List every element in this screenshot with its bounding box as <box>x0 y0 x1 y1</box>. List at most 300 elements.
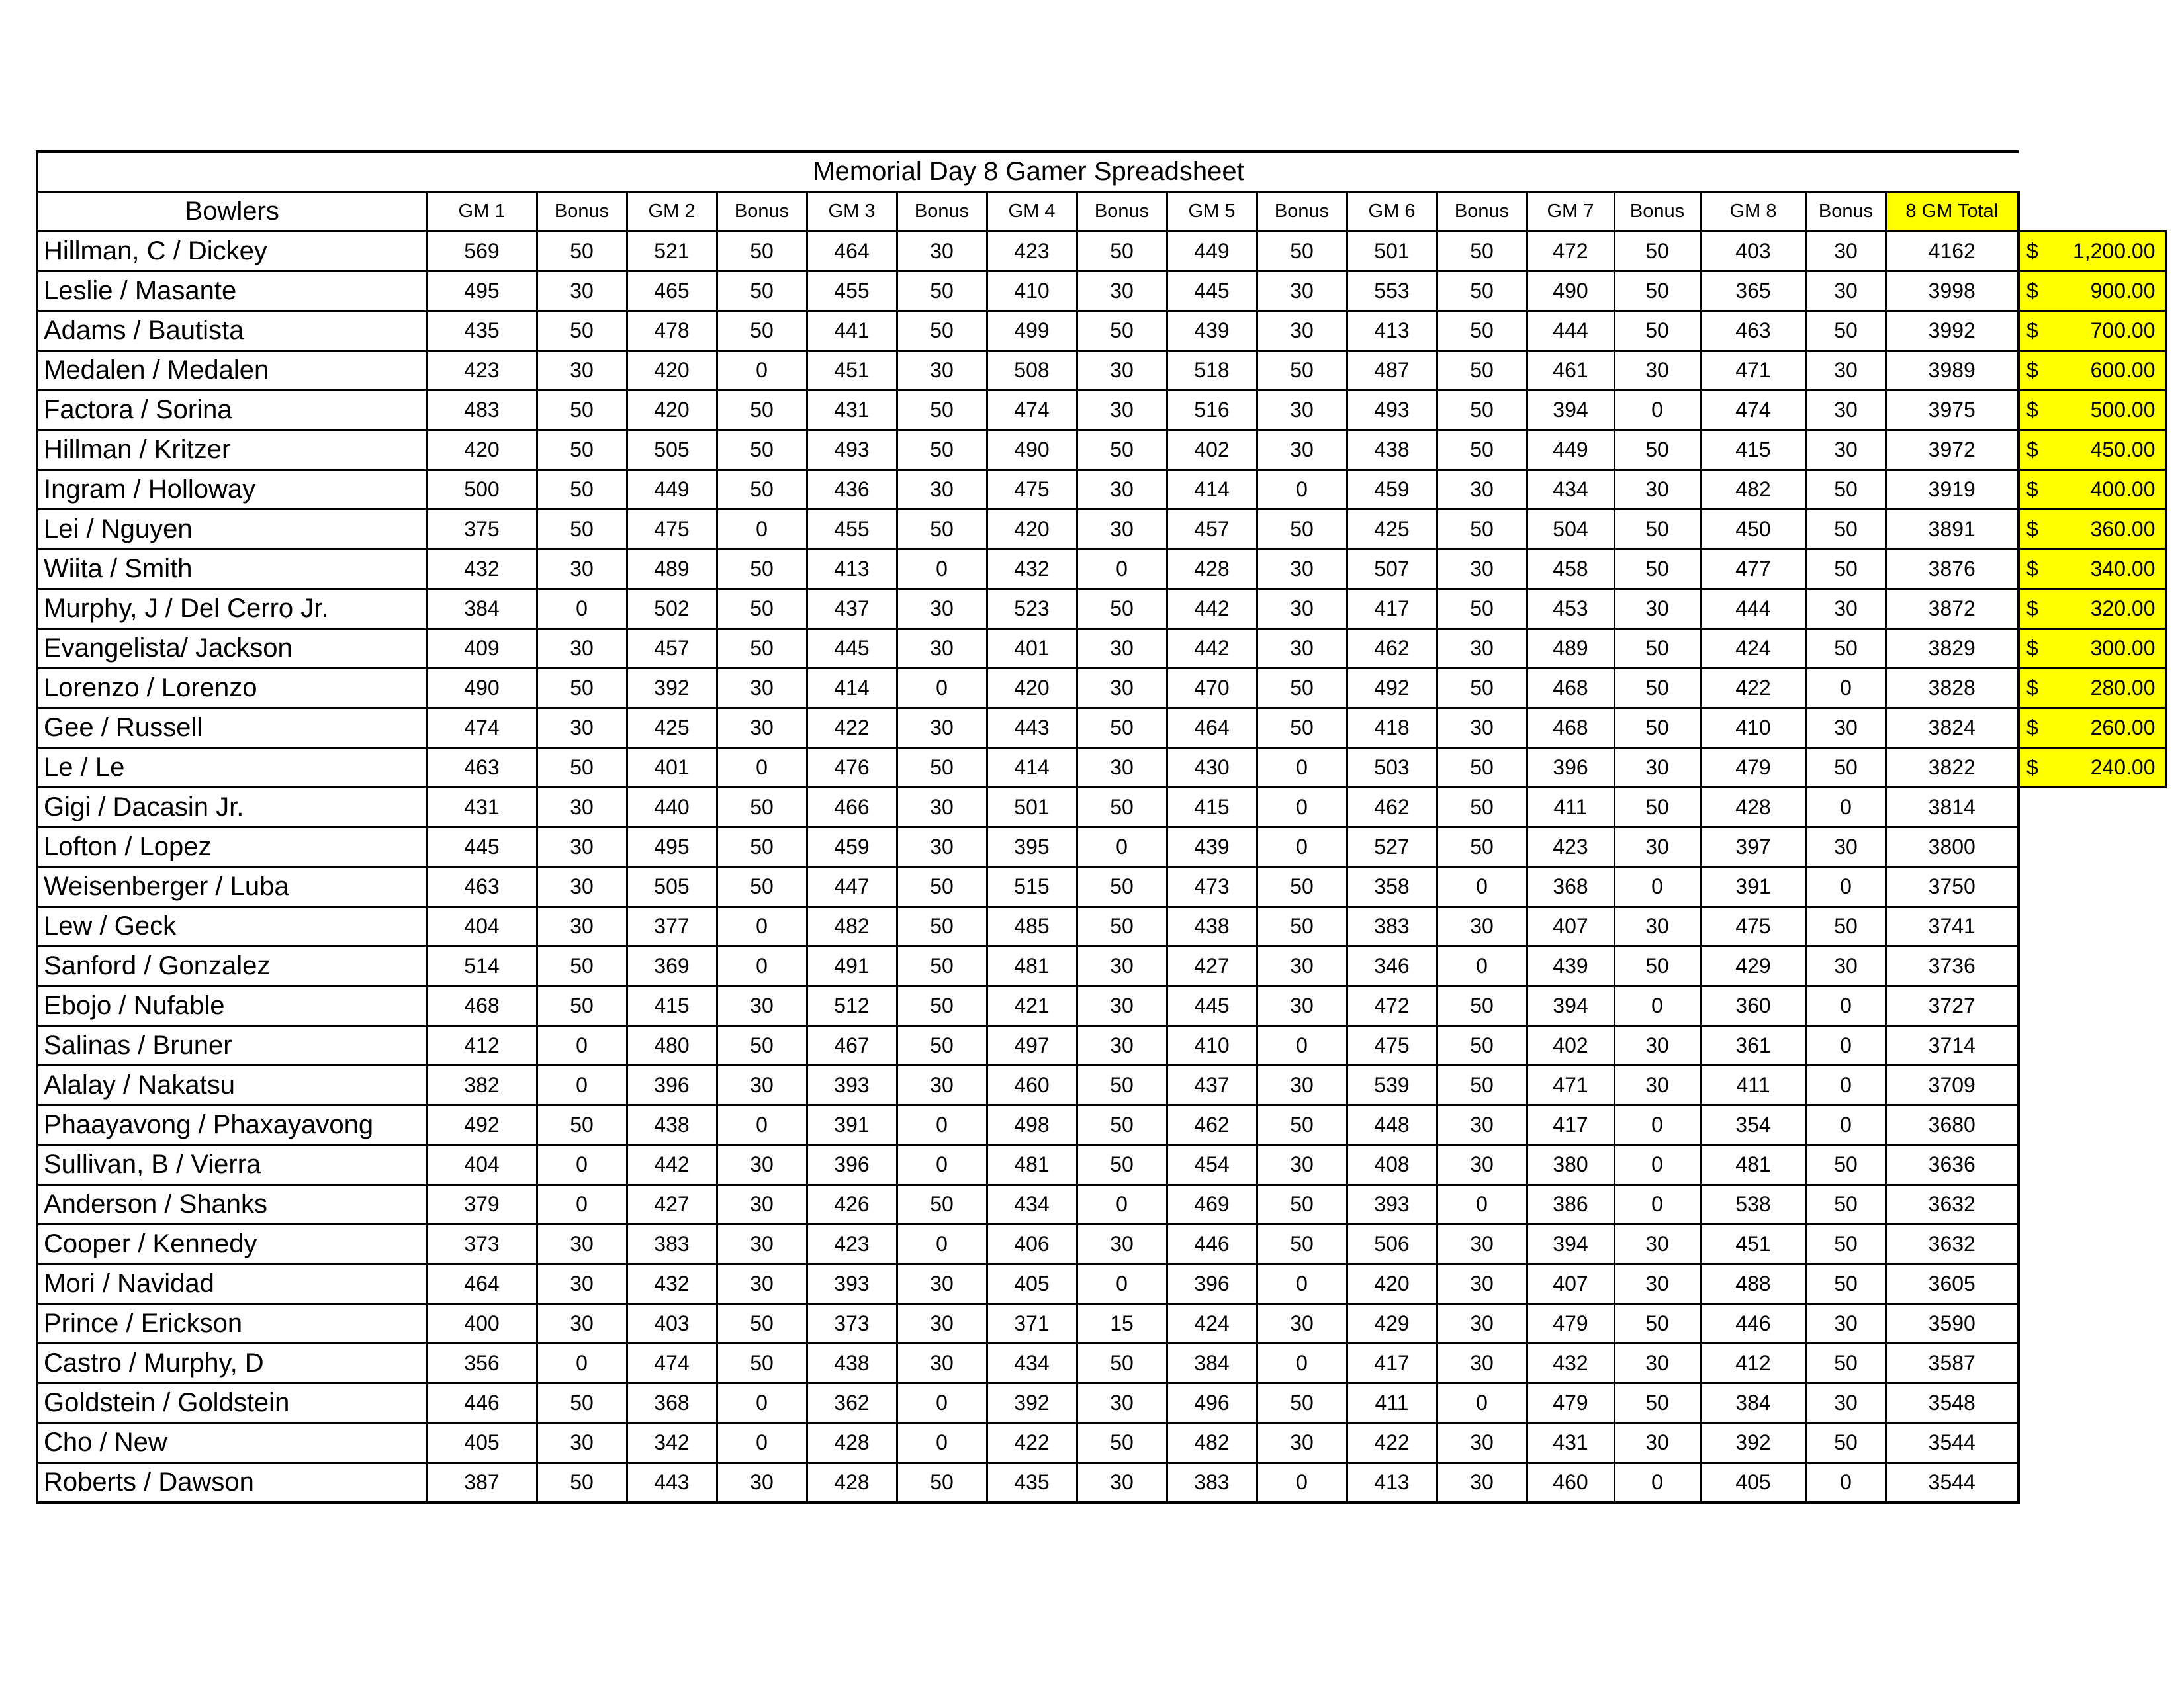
game-score-cell: 393 <box>807 1066 897 1105</box>
game-score-cell: 475 <box>627 510 717 549</box>
bonus-cell: 50 <box>897 311 987 351</box>
prize-cell <box>2019 430 2165 470</box>
bonus-cell: 30 <box>1437 549 1527 589</box>
bonus-cell: 50 <box>717 1344 807 1383</box>
game-score-cell: 426 <box>807 1185 897 1225</box>
bonus-header: Bonus <box>897 192 987 232</box>
game-score-cell: 473 <box>1167 867 1257 907</box>
bonus-cell: 30 <box>717 1066 807 1105</box>
bonus-cell: 50 <box>1806 907 1886 947</box>
bonus-cell: 0 <box>1257 1463 1347 1503</box>
game-score-cell: 482 <box>807 907 897 947</box>
game-score-cell: 480 <box>627 1026 717 1066</box>
bonus-cell: 30 <box>1614 1264 1700 1304</box>
bonus-cell: 30 <box>1077 1383 1167 1423</box>
game-score-cell: 365 <box>1700 271 1806 311</box>
bonus-cell: 50 <box>1614 708 1700 748</box>
bonus-cell: 0 <box>717 1383 807 1423</box>
bonus-cell: 30 <box>897 1066 987 1105</box>
total-cell: 3544 <box>1886 1463 2019 1503</box>
bonus-cell: 30 <box>1437 1463 1527 1503</box>
bonus-cell: 50 <box>1077 1145 1167 1185</box>
game-score-cell: 434 <box>987 1185 1077 1225</box>
table-row <box>37 1383 2165 1423</box>
game-score-cell: 501 <box>987 788 1077 827</box>
game-score-cell: 362 <box>807 1383 897 1423</box>
bonus-cell: 30 <box>1257 430 1347 470</box>
bonus-cell: 30 <box>1614 470 1700 510</box>
blank-cell <box>2019 1105 2165 1145</box>
game-score-cell: 395 <box>987 827 1077 867</box>
bonus-cell: 50 <box>1437 430 1527 470</box>
table-row <box>37 271 2165 311</box>
bonus-cell: 30 <box>717 1185 807 1225</box>
game-score-cell: 482 <box>1700 470 1806 510</box>
game-score-cell: 459 <box>1347 470 1437 510</box>
currency-symbol: $ <box>2026 755 2038 779</box>
bonus-cell: 0 <box>717 947 807 986</box>
prize-cell <box>2019 510 2165 549</box>
game-score-cell: 428 <box>1700 788 1806 827</box>
bonus-cell: 50 <box>717 867 807 907</box>
bonus-cell: 50 <box>1437 232 1527 271</box>
bonus-cell: 30 <box>1257 1145 1347 1185</box>
bonus-cell: 30 <box>1437 1225 1527 1264</box>
game-score-cell: 487 <box>1347 351 1437 391</box>
game-score-cell: 514 <box>427 947 537 986</box>
game-score-cell: 445 <box>807 629 897 669</box>
game-score-cell: 373 <box>807 1304 897 1344</box>
game-score-cell: 485 <box>987 907 1077 947</box>
bonus-cell: 50 <box>1077 708 1167 748</box>
game-score-cell: 393 <box>807 1264 897 1304</box>
bowler-name-cell: Factora / Sorina <box>37 391 427 430</box>
bonus-cell: 50 <box>897 1185 987 1225</box>
bonus-cell: 30 <box>1614 1344 1700 1383</box>
blank-cell <box>2019 1145 2165 1185</box>
prize-amount: 320.00 <box>2090 596 2156 620</box>
bonus-cell: 0 <box>897 1145 987 1185</box>
table-row <box>37 1344 2165 1383</box>
game-score-cell: 521 <box>627 232 717 271</box>
bonus-cell: 30 <box>1077 351 1167 391</box>
bonus-cell: 30 <box>1437 708 1527 748</box>
blank-cell <box>2019 1463 2165 1503</box>
bowler-name-cell: Weisenberger / Luba <box>37 867 427 907</box>
bonus-cell: 50 <box>1806 311 1886 351</box>
game-score-cell: 408 <box>1347 1145 1437 1185</box>
game-header: GM 5 <box>1167 192 1257 232</box>
bonus-cell: 30 <box>1806 271 1886 311</box>
bonus-cell: 0 <box>717 907 807 947</box>
bonus-cell: 30 <box>1806 827 1886 867</box>
game-score-cell: 402 <box>1167 430 1257 470</box>
total-cell: 3891 <box>1886 510 2019 549</box>
game-score-cell: 474 <box>427 708 537 748</box>
table-row <box>37 788 2165 827</box>
game-score-cell: 413 <box>1347 1463 1437 1503</box>
game-score-cell: 454 <box>1167 1145 1257 1185</box>
game-score-cell: 442 <box>1167 589 1257 629</box>
game-score-cell: 396 <box>1527 748 1614 788</box>
game-score-cell: 438 <box>1167 907 1257 947</box>
game-score-cell: 451 <box>1700 1225 1806 1264</box>
total-cell: 3975 <box>1886 391 2019 430</box>
bonus-cell: 50 <box>1614 629 1700 669</box>
bowler-name-cell: Wiita / Smith <box>37 549 427 589</box>
game-score-cell: 424 <box>1167 1304 1257 1344</box>
game-score-cell: 474 <box>627 1344 717 1383</box>
bonus-cell: 0 <box>1077 827 1167 867</box>
currency-symbol: $ <box>2026 517 2038 541</box>
bonus-cell: 0 <box>1806 986 1886 1026</box>
bonus-cell: 0 <box>1614 1463 1700 1503</box>
game-score-cell: 437 <box>807 589 897 629</box>
bonus-cell: 50 <box>1077 907 1167 947</box>
bonus-cell: 0 <box>1614 391 1700 430</box>
bonus-cell: 30 <box>1257 589 1347 629</box>
bowler-name-cell: Alalay / Nakatsu <box>37 1066 427 1105</box>
bowler-name-cell: Adams / Bautista <box>37 311 427 351</box>
game-score-cell: 429 <box>1700 947 1806 986</box>
bonus-cell: 50 <box>537 669 627 708</box>
game-score-cell: 440 <box>627 788 717 827</box>
bowler-name-cell: Ingram / Holloway <box>37 470 427 510</box>
bowler-name-cell: Ebojo / Nufable <box>37 986 427 1026</box>
table-row <box>37 430 2165 470</box>
prize-cell <box>2019 391 2165 430</box>
bonus-cell: 0 <box>717 351 807 391</box>
game-score-cell: 422 <box>807 708 897 748</box>
bonus-cell: 0 <box>717 1423 807 1463</box>
currency-symbol: $ <box>2026 716 2038 739</box>
game-score-cell: 393 <box>1347 1185 1437 1225</box>
prize-amount: 450.00 <box>2090 438 2156 461</box>
bowler-name-cell: Medalen / Medalen <box>37 351 427 391</box>
game-score-cell: 505 <box>627 867 717 907</box>
bonus-cell: 30 <box>717 986 807 1026</box>
bonus-cell: 50 <box>1437 669 1527 708</box>
game-score-cell: 481 <box>1700 1145 1806 1185</box>
bonus-cell: 0 <box>537 1026 627 1066</box>
prize-cell <box>2019 549 2165 589</box>
game-score-cell: 502 <box>627 589 717 629</box>
bonus-cell: 50 <box>537 232 627 271</box>
prize-cell <box>2019 311 2165 351</box>
game-score-cell: 392 <box>627 669 717 708</box>
bonus-cell: 30 <box>897 589 987 629</box>
bonus-cell: 30 <box>1614 827 1700 867</box>
game-score-cell: 414 <box>807 669 897 708</box>
game-score-cell: 410 <box>987 271 1077 311</box>
bonus-cell: 30 <box>717 708 807 748</box>
blank-cell <box>2019 827 2165 867</box>
bonus-cell: 50 <box>1077 1105 1167 1145</box>
game-score-cell: 460 <box>987 1066 1077 1105</box>
game-score-cell: 444 <box>1527 311 1614 351</box>
bonus-cell: 30 <box>537 907 627 947</box>
bonus-cell: 0 <box>1614 867 1700 907</box>
currency-symbol: $ <box>2026 318 2038 342</box>
currency-symbol: $ <box>2026 596 2038 620</box>
game-score-cell: 411 <box>1347 1383 1437 1423</box>
game-score-cell: 497 <box>987 1026 1077 1066</box>
bonus-cell: 15 <box>1077 1304 1167 1344</box>
bonus-cell: 50 <box>1257 1105 1347 1145</box>
game-score-cell: 369 <box>627 947 717 986</box>
bonus-cell: 30 <box>717 1225 807 1264</box>
bonus-cell: 0 <box>717 510 807 549</box>
blank-cell <box>2019 1026 2165 1066</box>
game-score-cell: 423 <box>807 1225 897 1264</box>
game-score-cell: 414 <box>987 748 1077 788</box>
game-score-cell: 368 <box>627 1383 717 1423</box>
bonus-cell: 30 <box>717 1145 807 1185</box>
table-row <box>37 1463 2165 1503</box>
bonus-header: Bonus <box>1257 192 1347 232</box>
bonus-cell: 50 <box>717 1026 807 1066</box>
bowler-name-cell: Evangelista/ Jackson <box>37 629 427 669</box>
game-score-cell: 410 <box>1167 1026 1257 1066</box>
prize-cell <box>2019 629 2165 669</box>
bonus-cell: 30 <box>1077 986 1167 1026</box>
total-cell: 3605 <box>1886 1264 2019 1304</box>
prize-amount: 500.00 <box>2090 398 2156 422</box>
game-score-cell: 429 <box>1347 1304 1437 1344</box>
bonus-cell: 0 <box>1257 1344 1347 1383</box>
bonus-cell: 50 <box>537 947 627 986</box>
bonus-cell: 50 <box>1257 907 1347 947</box>
game-score-cell: 445 <box>1167 271 1257 311</box>
total-cell: 3992 <box>1886 311 2019 351</box>
game-score-cell: 507 <box>1347 549 1437 589</box>
sheet-title: Memorial Day 8 Gamer Spreadsheet <box>37 152 2019 192</box>
game-score-cell: 383 <box>627 1225 717 1264</box>
bonus-cell: 50 <box>1257 708 1347 748</box>
bonus-cell: 30 <box>897 470 987 510</box>
bonus-cell: 30 <box>1614 1026 1700 1066</box>
prize-amount: 240.00 <box>2090 755 2156 779</box>
bonus-cell: 30 <box>537 1304 627 1344</box>
bonus-cell: 50 <box>1077 232 1167 271</box>
blank-cell <box>2019 1344 2165 1383</box>
total-header: 8 GM Total <box>1886 192 2019 232</box>
game-score-cell: 446 <box>1167 1225 1257 1264</box>
game-score-cell: 377 <box>627 907 717 947</box>
bonus-cell: 30 <box>537 271 627 311</box>
bonus-cell: 30 <box>1257 629 1347 669</box>
prize-amount: 400.00 <box>2090 477 2156 501</box>
game-score-cell: 427 <box>1167 947 1257 986</box>
bonus-cell: 0 <box>1437 867 1527 907</box>
game-score-cell: 382 <box>427 1066 537 1105</box>
bonus-cell: 50 <box>537 1383 627 1423</box>
bonus-cell: 0 <box>1806 1026 1886 1066</box>
bonus-cell: 50 <box>1806 549 1886 589</box>
bowler-name-cell: Salinas / Bruner <box>37 1026 427 1066</box>
bowler-name-cell: Roberts / Dawson <box>37 1463 427 1503</box>
game-score-cell: 441 <box>807 311 897 351</box>
bonus-cell: 0 <box>1614 1145 1700 1185</box>
game-score-cell: 400 <box>427 1304 537 1344</box>
game-score-cell: 407 <box>1527 1264 1614 1304</box>
bonus-cell: 50 <box>717 549 807 589</box>
bonus-cell: 30 <box>1077 947 1167 986</box>
bonus-cell: 0 <box>1257 788 1347 827</box>
bonus-cell: 0 <box>537 1344 627 1383</box>
bonus-cell: 50 <box>1614 549 1700 589</box>
bonus-cell: 30 <box>1077 1463 1167 1503</box>
bowler-name-cell: Gee / Russell <box>37 708 427 748</box>
bonus-cell: 0 <box>897 1225 987 1264</box>
game-score-cell: 386 <box>1527 1185 1614 1225</box>
blank-cell <box>2019 788 2165 827</box>
bonus-cell: 0 <box>1614 1105 1700 1145</box>
bonus-cell: 30 <box>537 1423 627 1463</box>
game-score-cell: 423 <box>1527 827 1614 867</box>
bowler-name-cell: Castro / Murphy, D <box>37 1344 427 1383</box>
table-row <box>37 549 2165 589</box>
total-cell: 3998 <box>1886 271 2019 311</box>
bonus-header: Bonus <box>1437 192 1527 232</box>
game-score-cell: 489 <box>627 549 717 589</box>
game-score-cell: 478 <box>627 311 717 351</box>
bonus-cell: 50 <box>1806 1225 1886 1264</box>
total-cell: 3750 <box>1886 867 2019 907</box>
bowler-name-cell: Lofton / Lopez <box>37 827 427 867</box>
game-score-cell: 491 <box>807 947 897 986</box>
bonus-header: Bonus <box>537 192 627 232</box>
game-score-cell: 368 <box>1527 867 1614 907</box>
bonus-cell: 50 <box>1614 311 1700 351</box>
game-score-cell: 471 <box>1700 351 1806 391</box>
game-score-cell: 380 <box>1527 1145 1614 1185</box>
table-row <box>37 1145 2165 1185</box>
bonus-cell: 50 <box>1614 430 1700 470</box>
game-score-cell: 539 <box>1347 1066 1437 1105</box>
bonus-cell: 50 <box>897 1026 987 1066</box>
bonus-cell: 30 <box>1437 1145 1527 1185</box>
game-score-cell: 425 <box>627 708 717 748</box>
bowlers-header: Bowlers <box>37 192 427 232</box>
game-score-cell: 506 <box>1347 1225 1437 1264</box>
total-cell: 3989 <box>1886 351 2019 391</box>
bonus-cell: 30 <box>897 232 987 271</box>
game-score-cell: 492 <box>427 1105 537 1145</box>
game-score-cell: 451 <box>807 351 897 391</box>
total-cell: 3548 <box>1886 1383 2019 1423</box>
bonus-cell: 30 <box>1806 1383 1886 1423</box>
bonus-cell: 50 <box>1614 669 1700 708</box>
blank-cell <box>2019 1225 2165 1264</box>
game-header: GM 3 <box>807 192 897 232</box>
game-score-cell: 464 <box>1167 708 1257 748</box>
currency-symbol: $ <box>2026 438 2038 461</box>
bonus-cell: 50 <box>1077 788 1167 827</box>
table-row <box>37 669 2165 708</box>
bonus-cell: 50 <box>1437 391 1527 430</box>
game-score-cell: 490 <box>427 669 537 708</box>
bonus-cell: 50 <box>717 311 807 351</box>
bonus-cell: 30 <box>1077 1026 1167 1066</box>
game-score-cell: 538 <box>1700 1185 1806 1225</box>
game-score-cell: 439 <box>1167 827 1257 867</box>
game-score-cell: 397 <box>1700 827 1806 867</box>
bowler-name-cell: Sullivan, B / Vierra <box>37 1145 427 1185</box>
bonus-cell: 50 <box>897 867 987 907</box>
bonus-cell: 50 <box>1437 788 1527 827</box>
game-score-cell: 489 <box>1527 629 1614 669</box>
game-score-cell: 479 <box>1527 1304 1614 1344</box>
bonus-cell: 30 <box>537 351 627 391</box>
game-score-cell: 435 <box>987 1463 1077 1503</box>
bonus-cell: 50 <box>1614 1304 1700 1344</box>
game-score-cell: 501 <box>1347 232 1437 271</box>
game-score-cell: 463 <box>427 867 537 907</box>
game-score-cell: 413 <box>1347 311 1437 351</box>
bonus-cell: 30 <box>897 788 987 827</box>
bonus-cell: 30 <box>897 629 987 669</box>
game-score-cell: 462 <box>1167 1105 1257 1145</box>
bonus-cell: 0 <box>1257 1264 1347 1304</box>
game-score-cell: 488 <box>1700 1264 1806 1304</box>
bonus-cell: 30 <box>1437 629 1527 669</box>
total-cell: 3876 <box>1886 549 2019 589</box>
bonus-cell: 50 <box>1437 986 1527 1026</box>
table-row <box>37 470 2165 510</box>
game-score-cell: 442 <box>627 1145 717 1185</box>
bowler-name-cell: Goldstein / Goldstein <box>37 1383 427 1423</box>
currency-symbol: $ <box>2026 636 2038 660</box>
game-score-cell: 404 <box>427 1145 537 1185</box>
table-row <box>37 947 2165 986</box>
bonus-cell: 30 <box>1077 748 1167 788</box>
total-cell: 3727 <box>1886 986 2019 1026</box>
game-score-cell: 457 <box>627 629 717 669</box>
table-row <box>37 1423 2165 1463</box>
bonus-cell: 0 <box>537 1185 627 1225</box>
game-score-cell: 420 <box>627 351 717 391</box>
game-score-cell: 356 <box>427 1344 537 1383</box>
game-score-cell: 455 <box>807 271 897 311</box>
bonus-cell: 50 <box>1437 1026 1527 1066</box>
bonus-cell: 50 <box>897 1463 987 1503</box>
table-row <box>37 1304 2165 1344</box>
game-score-cell: 444 <box>1700 589 1806 629</box>
bonus-cell: 30 <box>1077 391 1167 430</box>
bonus-cell: 30 <box>1806 1304 1886 1344</box>
game-header: GM 6 <box>1347 192 1437 232</box>
game-score-cell: 346 <box>1347 947 1437 986</box>
bonus-cell: 30 <box>1614 1225 1700 1264</box>
game-score-cell: 479 <box>1700 748 1806 788</box>
blank-cell <box>2019 907 2165 947</box>
prize-cell <box>2019 271 2165 311</box>
game-score-cell: 465 <box>627 271 717 311</box>
total-cell: 3822 <box>1886 748 2019 788</box>
bonus-cell: 0 <box>1257 827 1347 867</box>
bowler-name-cell: Cho / New <box>37 1423 427 1463</box>
bonus-cell: 50 <box>897 271 987 311</box>
bonus-cell: 50 <box>1806 748 1886 788</box>
bonus-cell: 0 <box>1437 947 1527 986</box>
game-score-cell: 415 <box>627 986 717 1026</box>
bowler-name-cell: Mori / Navidad <box>37 1264 427 1304</box>
game-score-cell: 405 <box>1700 1463 1806 1503</box>
bowler-name-cell: Anderson / Shanks <box>37 1185 427 1225</box>
bonus-cell: 0 <box>1614 986 1700 1026</box>
bonus-cell: 30 <box>1806 351 1886 391</box>
